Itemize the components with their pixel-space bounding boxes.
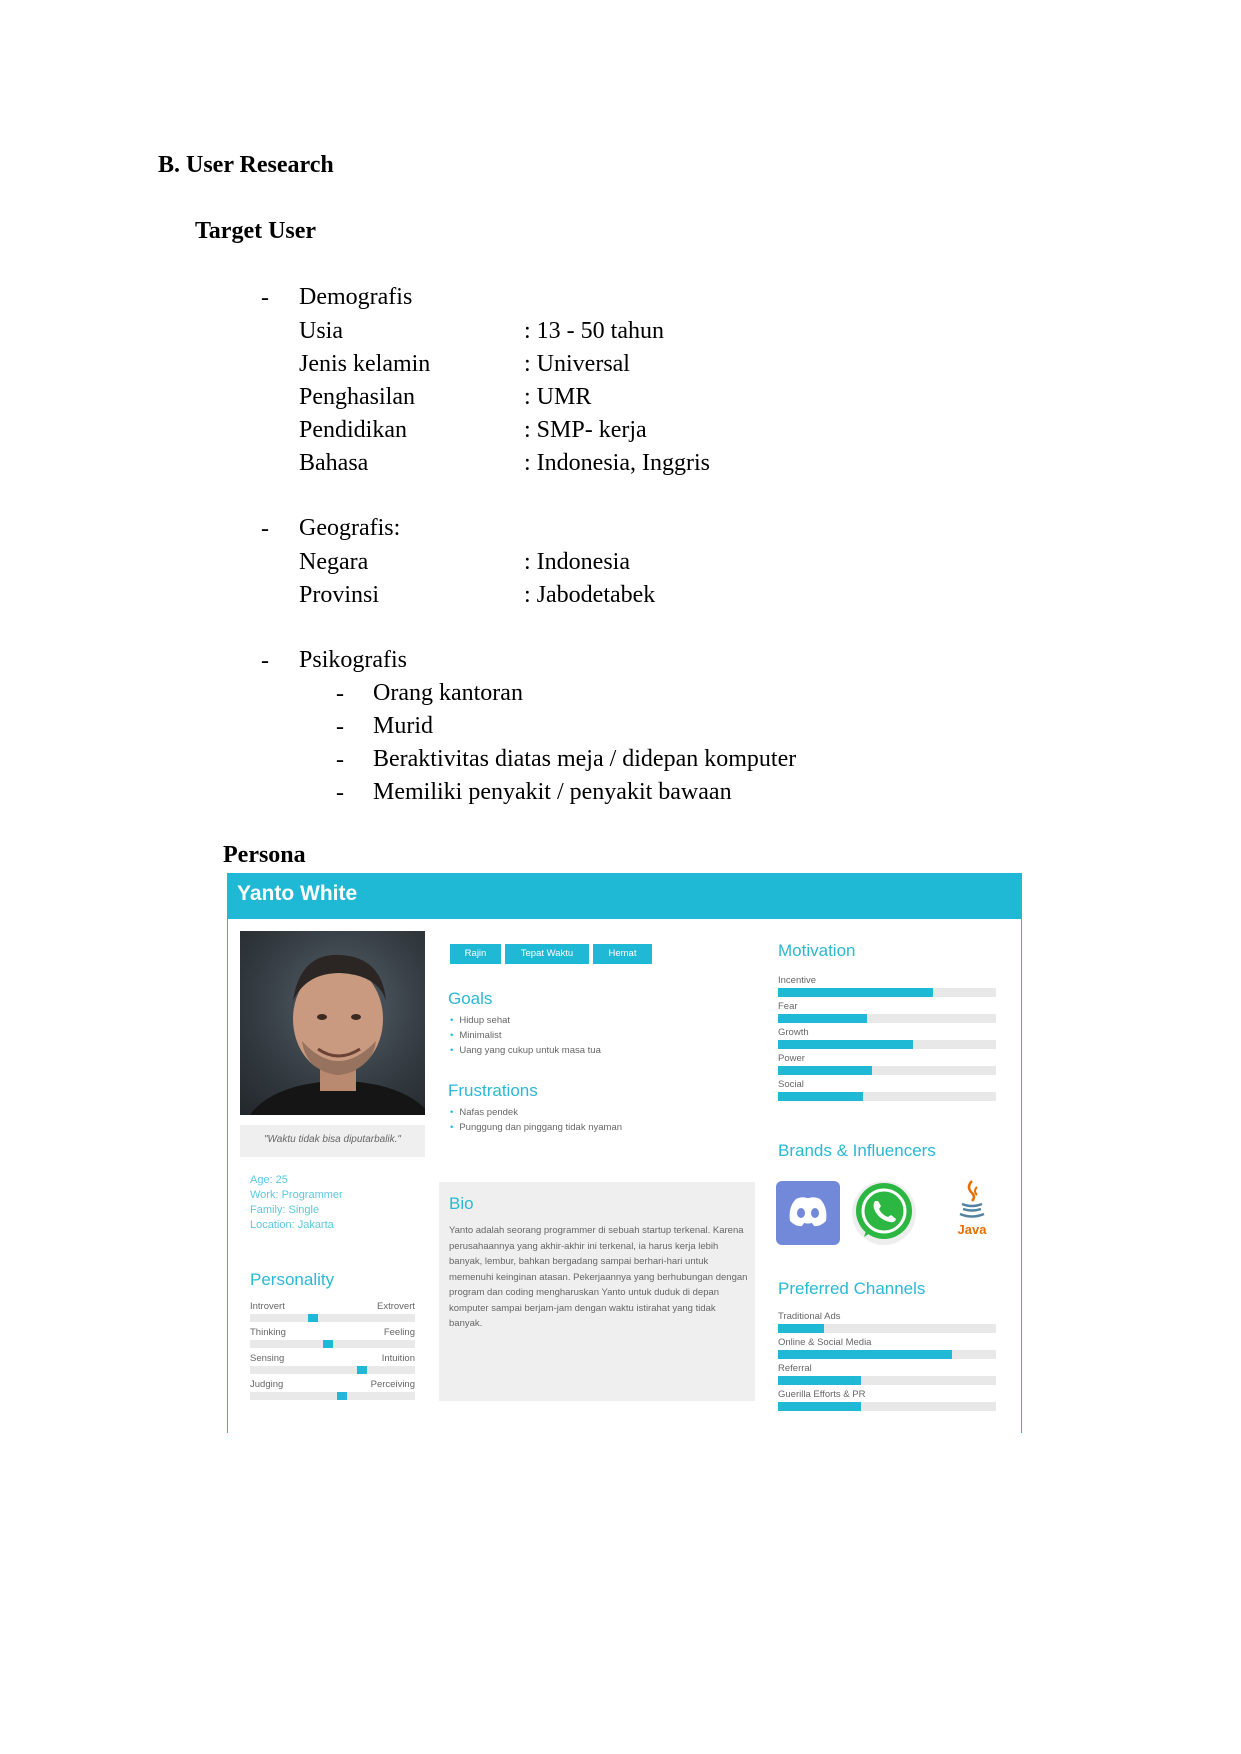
brands-title: Brands & Influencers [778,1141,936,1160]
geografis-label: Negara [299,549,369,575]
personality-slider [250,1392,415,1400]
demografis-value: : Indonesia, Inggris [524,450,710,476]
channel-fill [778,1350,952,1359]
demografis-label: Jenis kelamin [299,351,431,377]
persona-quote: "Waktu tidak bisa diputarbalik." [264,1134,401,1145]
demografis-label: Usia [299,318,343,344]
bullet-dash: - [336,747,344,773]
info-family: Family: Single [250,1204,320,1216]
channel-fill [778,1376,861,1385]
psikografis-item: Beraktivitas diatas meja / didepan komputer [373,746,797,772]
java-label: Java [957,1222,987,1237]
motivation-label: Power [778,1053,805,1064]
geografis-label: Provinsi [299,582,380,608]
motivation-track [778,1014,996,1023]
motivation-track [778,1040,996,1049]
motivation-label: Fear [778,1001,798,1012]
personality-right-label: Perceiving [370,1379,415,1390]
personality-slider [250,1340,415,1348]
channel-label: Online & Social Media [778,1337,872,1348]
personality-right-label: Feeling [383,1327,415,1338]
motivation-fill [778,988,933,997]
motivation-label: Growth [778,1027,809,1038]
frustration-item: • Nafas pendek [450,1107,518,1118]
bio-panel [439,1182,755,1401]
section-heading: B. User Research [158,152,334,178]
persona-photo [240,931,425,1115]
demografis-label: Penghasilan [299,384,415,410]
psikografis-title: Psikografis [299,647,407,673]
personality-slider [250,1366,415,1374]
personality-slider-knob [357,1366,367,1374]
goal-item: • Hidup sehat [450,1015,511,1026]
java-icon [954,1179,990,1237]
bullet-dash: - [261,516,269,542]
bullet-dash: - [336,681,344,707]
demografis-value: : SMP- kerja [524,417,647,443]
channel-fill [778,1402,861,1411]
channel-label: Guerilla Efforts & PR [778,1389,866,1400]
channel-track [778,1376,996,1385]
persona-header [228,873,1021,919]
personality-right-label: Extrovert [376,1301,415,1312]
persona-heading: Persona [223,842,306,868]
psikografis-item: Memiliki penyakit / penyakit bawaan [373,779,732,805]
motivation-track [778,1092,996,1101]
frustration-item: • Punggung dan pinggang tidak nyaman [450,1122,623,1133]
channel-track [778,1324,996,1333]
personality-left-label: Introvert [250,1301,285,1312]
motivation-label: Incentive [778,975,817,986]
demografis-value: : 13 - 50 tahun [524,318,664,344]
motivation-track [778,1066,996,1075]
personality-title: Personality [250,1270,335,1289]
bullet-dash: - [261,285,269,311]
info-work: Work: Programmer [250,1189,343,1201]
goals-title: Goals [448,989,493,1008]
demografis-label: Bahasa [299,450,369,476]
motivation-fill [778,1014,867,1023]
geografis-value: : Indonesia [524,549,630,575]
motivation-fill [778,1040,913,1049]
info-location: Location: Jakarta [250,1219,334,1231]
motivation-label: Social [778,1079,804,1090]
goal-item: • Minimalist [450,1030,502,1041]
tag: Tepat Waktu [505,944,589,964]
motivation-fill [778,1066,872,1075]
personality-slider-knob [308,1314,318,1322]
personality-slider-knob [323,1340,333,1348]
goal-item: • Uang yang cukup untuk masa tua [450,1045,601,1056]
geografis-title: Geografis: [299,515,401,541]
channel-label: Traditional Ads [778,1311,841,1322]
demografis-title: Demografis [299,284,413,310]
tag: Hemat [593,944,652,964]
bullet-dash: - [336,780,344,806]
discord-icon [776,1181,840,1250]
motivation-fill [778,1092,863,1101]
personality-left-label: Thinking [250,1327,286,1338]
bio-title: Bio [449,1194,474,1213]
demografis-label: Pendidikan [299,417,407,443]
channel-track [778,1350,996,1359]
quote-box [240,1125,425,1157]
channel-fill [778,1324,824,1333]
demografis-value: : UMR [524,384,592,410]
bio-text: Yanto adalah seorang programmer di sebuah startup terkenal. Karena perusahaannya yang akhir-akhir ini terkenal, ia harus kerja lebih banyak, lembur, bahkan bergadang sampai berhari-hari untuk memenuhi keinginan atasan. Pekerjaannya yang berhubungan dengan program dan coding mengharuskan Yanto untuk duduk di depan komputer sampai berjam-jam dengan waktu istirahat yang tidak banyak. [449,1225,748,1329]
persona-name: Yanto White [237,882,358,905]
channel-track [778,1402,996,1411]
personality-slider [250,1314,415,1322]
target-user-heading: Target User [195,218,317,244]
tag: Rajin [450,944,501,964]
psikografis-item: Orang kantoran [373,680,523,706]
motivation-title: Motivation [778,941,856,960]
geografis-value: : Jabodetabek [524,582,656,608]
demografis-value: : Universal [524,351,630,377]
info-age: Age: 25 [250,1174,288,1186]
whatsapp-icon [850,1179,918,1252]
channels-title: Preferred Channels [778,1279,926,1298]
personality-left-label: Sensing [250,1353,285,1364]
personality-right-label: Intuition [381,1353,415,1364]
frustrations-title: Frustrations [448,1081,538,1100]
bullet-dash: - [336,714,344,740]
psikografis-item: Murid [373,713,433,739]
persona-card [227,873,1022,1433]
bullet-dash: - [261,648,269,674]
channel-label: Referral [778,1363,812,1374]
motivation-track [778,988,996,997]
personality-left-label: Judging [250,1379,284,1390]
personality-slider-knob [337,1392,347,1400]
